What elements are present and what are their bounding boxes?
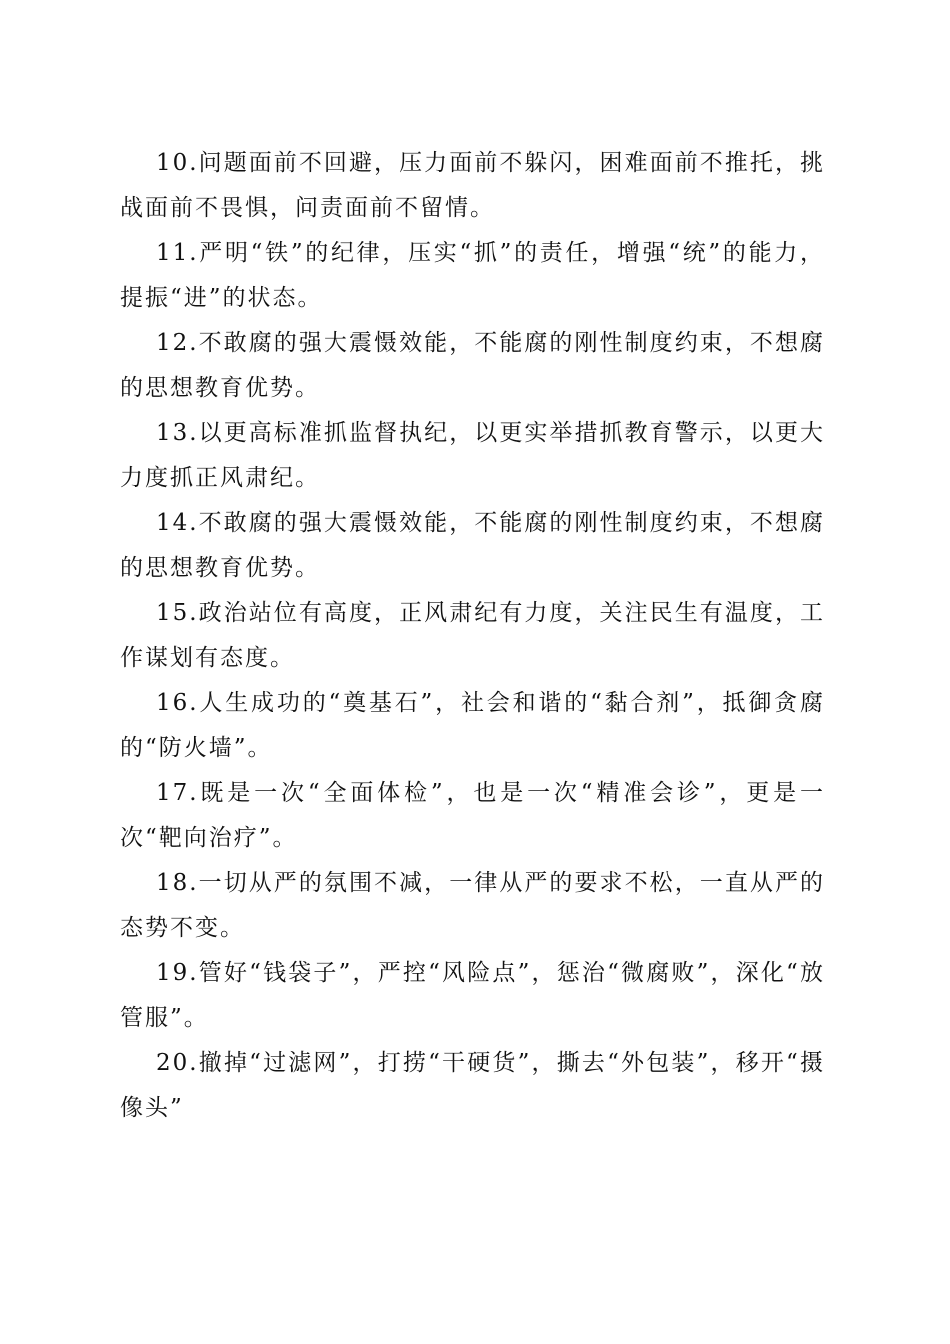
paragraph-19: 19.管好“钱袋子”，严控“风险点”，惩治“微腐败”，深化“放管服”。 bbox=[120, 960, 825, 1031]
paragraph-18: 18.一切从严的氛围不减，一律从严的要求不松，一直从严的态势不变。 bbox=[120, 870, 825, 941]
paragraph-15: 15.政治站位有高度，正风肃纪有力度，关注民生有温度，工作谋划有态度。 bbox=[120, 600, 825, 671]
paragraph-20: 20.撤掉“过滤网”，打捞“干硬货”，撕去“外包装”，移开“摄像头” bbox=[120, 1050, 825, 1121]
paragraph-14: 14.不敢腐的强大震慑效能，不能腐的刚性制度约束，不想腐的思想教育优势。 bbox=[120, 510, 825, 581]
paragraph-10: 10.问题面前不回避，压力面前不躲闪，困难面前不推托，挑战面前不畏惧，问责面前不留情。 bbox=[120, 150, 825, 221]
document-body bbox=[120, 141, 825, 1131]
paragraph-17: 17.既是一次“全面体检”，也是一次“精准会诊”，更是一次“靶向治疗”。 bbox=[120, 780, 825, 851]
paragraph-12: 12.不敢腐的强大震慑效能，不能腐的刚性制度约束，不想腐的思想教育优势。 bbox=[120, 330, 825, 401]
paragraph-11: 11.严明“铁”的纪律，压实“抓”的责任，增强“统”的能力，提振“进”的状态。 bbox=[120, 240, 825, 311]
paragraph-16: 16.人生成功的“奠基石”，社会和谐的“黏合剂”，抵御贪腐的“防火墙”。 bbox=[120, 690, 825, 761]
paragraph-13: 13.以更高标准抓监督执纪，以更实举措抓教育警示，以更大力度抓正风肃纪。 bbox=[120, 420, 825, 491]
